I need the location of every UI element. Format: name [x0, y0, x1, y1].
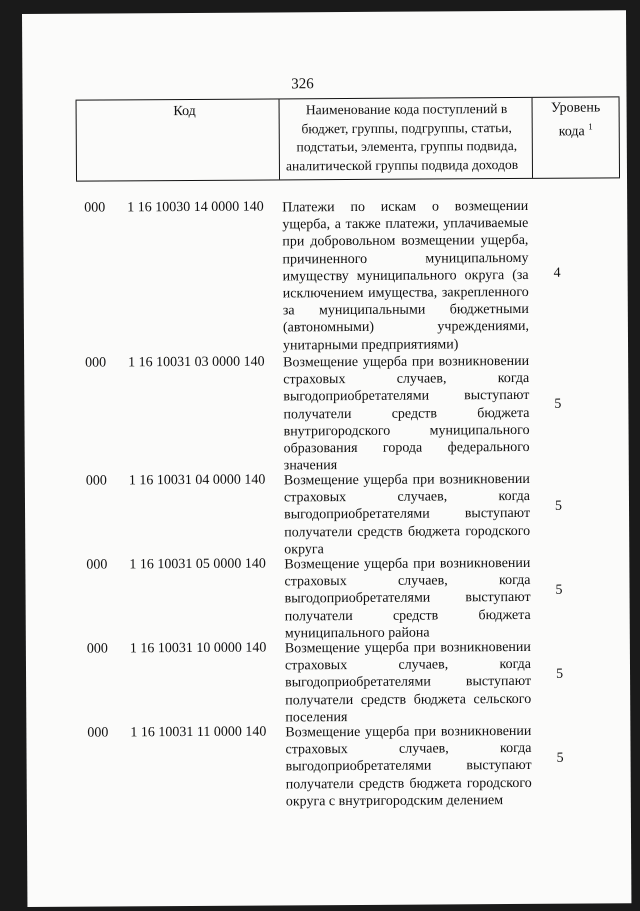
description-line: получатели средств бюджета сельского — [285, 691, 532, 709]
description-line: Платежи по искам о возмещении — [282, 198, 529, 216]
description-line: страховых случаев, когда — [284, 657, 532, 674]
description-line: (автономными) учреждениями, — [282, 319, 529, 336]
description-line: при добровольном возмещении ущерба, — [282, 233, 529, 250]
header-name-cell — [280, 98, 533, 180]
row-code: 1 16 10030 14 0000 140 — [127, 199, 264, 216]
document-page — [22, 10, 631, 907]
description-line: Возмещение ущерба при возникновении — [284, 555, 531, 573]
description-line: выгодоприобретателями выступают — [284, 506, 531, 523]
header-name-line: аналитической группы подвида доходов — [285, 156, 519, 173]
description-line: значения — [283, 458, 338, 474]
description-line: исключением имущества, закрепленного — [282, 284, 529, 302]
row-code: 1 16 10031 05 0000 140 — [129, 556, 266, 573]
row-prefix: 000 — [86, 557, 108, 573]
header-code-cell — [76, 99, 280, 180]
row-description — [282, 198, 529, 354]
row-code: 1 16 10031 11 0000 140 — [130, 724, 267, 741]
row-description — [285, 723, 532, 811]
description-line: округа с внутригородским делением — [285, 792, 504, 810]
description-line: получатели средств бюджета — [284, 607, 531, 625]
header-level-line: Уровень — [550, 100, 601, 116]
header-name-line: Наименование кода поступлений в — [305, 101, 508, 118]
row-description — [283, 353, 530, 475]
row-prefix: 000 — [86, 641, 108, 657]
description-line: получатели средств бюджета городского — [284, 523, 531, 541]
row-description — [285, 639, 532, 727]
row-code: 1 16 10031 10 0000 140 — [129, 640, 267, 657]
description-line: Возмещение ущерба при возникновении — [283, 471, 530, 489]
description-line: выгодоприобретателями выступают — [284, 590, 531, 607]
description-line: выгодоприобретателями выступают — [285, 758, 532, 775]
row-level: 5 — [554, 396, 562, 412]
row-description — [284, 471, 531, 559]
row-prefix: 000 — [84, 200, 106, 216]
row-code: 1 16 10031 03 0000 140 — [128, 354, 265, 371]
header-code-label: Код — [173, 103, 196, 120]
header-name-line: бюджет, группы, подгруппы, статьи, — [301, 119, 512, 136]
table-header — [76, 96, 620, 181]
description-line: унитарными предприятиями) — [282, 336, 459, 354]
description-line: причиненного муниципальному — [282, 250, 529, 268]
page-number: 326 — [291, 76, 314, 93]
header-name-line: подстатьи, элемента, группы подвида, — [296, 137, 518, 155]
description-line: округа — [284, 541, 324, 558]
description-line: имуществу муниципального округа (за — [282, 267, 529, 285]
row-level: 5 — [556, 750, 564, 766]
description-line: внутригородского муниципального — [283, 422, 530, 440]
table-row — [23, 197, 627, 354]
description-line: получатели средств бюджета городского — [285, 775, 532, 793]
description-line: Возмещение ущерба при возникновении — [284, 639, 531, 657]
row-level: 5 — [554, 498, 563, 514]
header-level-cell — [533, 97, 620, 178]
description-line: страховых случаев, когда — [284, 573, 531, 590]
description-line: выгодоприобретателями выступают — [283, 388, 530, 405]
header-level-line: кода — [558, 124, 585, 140]
row-level: 5 — [555, 666, 564, 682]
description-line: страховых случаев, когда — [283, 489, 531, 506]
description-line: поселения — [285, 709, 348, 726]
description-line: страховых случаев, когда — [283, 371, 530, 388]
description-line: образования города федерального — [283, 439, 530, 457]
row-description — [284, 555, 531, 643]
description-line: Возмещение ущерба при возникновении — [283, 353, 530, 371]
row-level: 4 — [553, 265, 561, 281]
description-line: за муниципальными бюджетными — [282, 302, 529, 319]
header-level-footnote: 1 — [588, 121, 593, 132]
description-line: муниципального района — [284, 625, 430, 642]
description-line: страховых случаев, когда — [285, 741, 532, 758]
description-line: получатели средств бюджета — [283, 405, 530, 423]
row-prefix: 000 — [85, 355, 107, 371]
description-line: Возмещение ущерба при возникновении — [285, 723, 532, 741]
description-line: выгодоприобретателями выступают — [285, 674, 532, 691]
row-code: 1 16 10031 04 0000 140 — [128, 472, 266, 489]
row-prefix: 000 — [85, 473, 107, 489]
row-level: 5 — [555, 582, 563, 598]
row-prefix: 000 — [87, 725, 109, 741]
description-line: ущерба, а также платежи, уплачиваемые — [282, 216, 529, 233]
